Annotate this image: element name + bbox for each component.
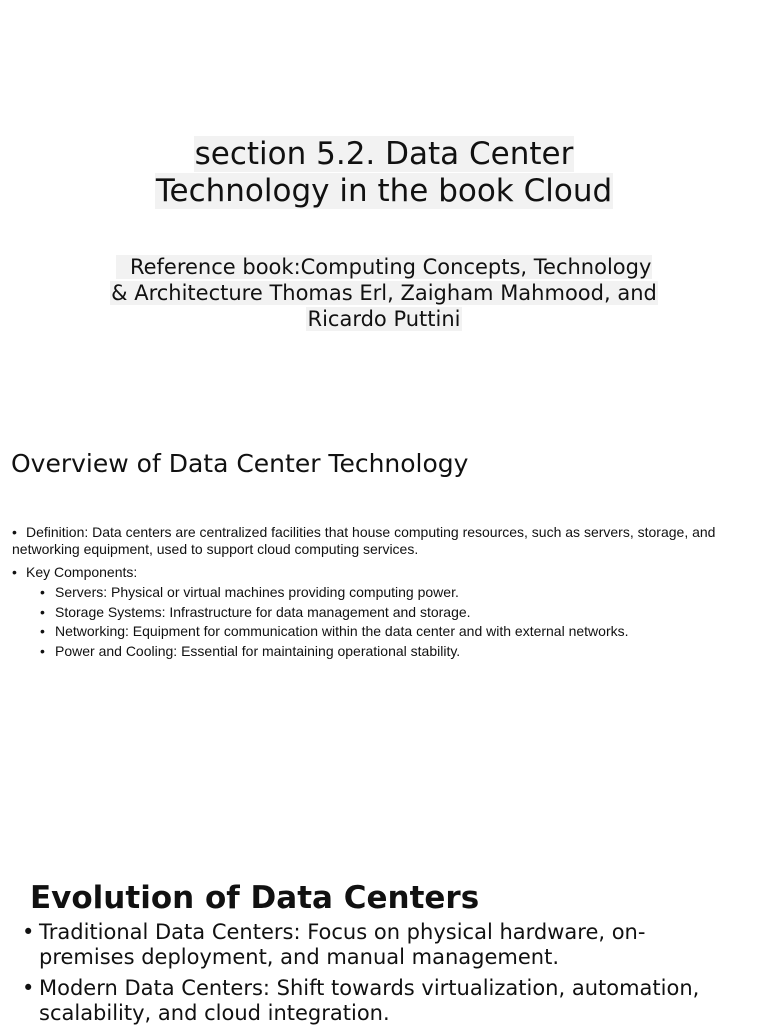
evolution-list [22,920,722,1032]
bullet-marker: • [22,920,35,944]
component-text: Networking: Equipment for communication within the data center and with external networks. [55,623,629,639]
overview-heading: Overview of Data Center Technology [11,449,469,478]
definition-text: Definition: Data centers are centralized facilities that house computing resources, such as servers, storage, and networking equipment, used to support cloud computing services. [12,524,716,557]
component-text: Storage Systems: Infrastructure for data management and storage. [55,603,471,620]
bullet-marker: • [22,976,35,1000]
document-title [0,136,768,210]
reference-citation [0,254,768,332]
overview-list [12,524,722,662]
component-text: Power and Cooling: Essential for maintaining operational stability. [55,642,461,659]
component-text: Servers: Physical or virtual machines providing computing power. [55,584,459,600]
list-item [22,920,722,970]
reference-line-1: Reference book:Computing Concepts, Technology [116,255,653,279]
evolution-item-text: Traditional Data Centers: Focus on physical hardware, on-premises deployment, and manual management. [39,920,646,969]
reference-line-2: & Architecture Thomas Erl, Zaigham Mahmood, and [111,281,657,305]
bullet-marker: • [40,642,45,659]
evolution-item-text: Modern Data Centers: Shift towards virtualization, automation, scalability, and cloud integration. [39,976,700,1025]
title-line-2: Technology in the book Cloud [155,173,613,209]
title-line-1: section 5.2. Data Center [194,136,574,172]
bullet-marker: • [12,524,17,540]
list-item [12,604,722,621]
list-item [12,584,722,601]
bullet-marker: • [40,603,45,620]
key-components-label: Key Components: [26,564,138,580]
reference-line-3: Ricardo Puttini [307,307,461,331]
components-list [12,584,722,660]
definition-item [12,524,722,558]
list-item [22,976,722,1026]
list-item [12,623,722,640]
evolution-heading: Evolution of Data Centers [30,880,480,916]
bullet-marker: • [40,584,45,600]
bullet-marker: • [40,623,45,639]
bullet-marker: • [12,564,17,580]
key-components-item [12,564,722,581]
list-item [12,643,722,660]
